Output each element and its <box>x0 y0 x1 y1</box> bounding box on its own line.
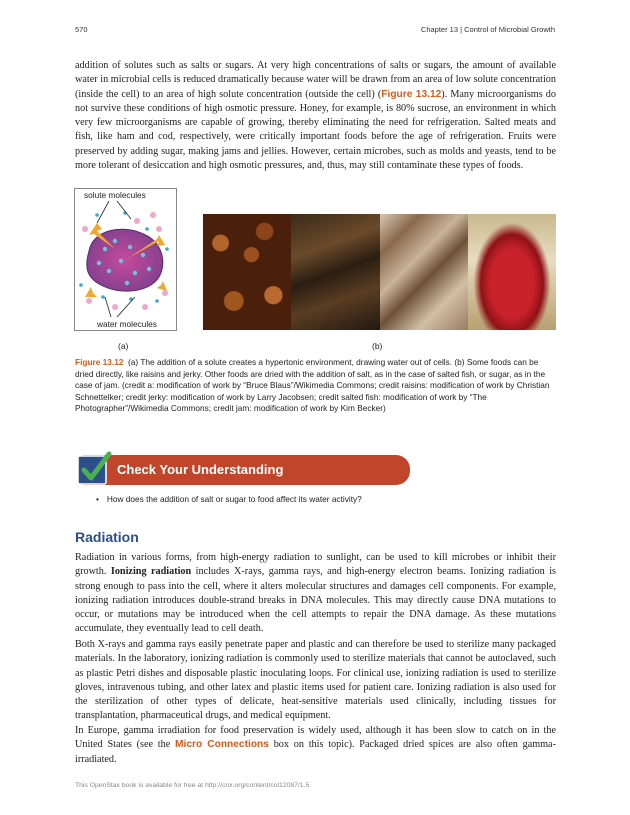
figure-caption-id: Figure 13.12 <box>75 357 124 367</box>
jerky-photo <box>291 214 379 330</box>
question-text: How does the addition of salt or sugar to food affect its water activity? <box>106 494 362 504</box>
radiation-paragraph-1 <box>75 551 556 637</box>
check-understanding-title: Check Your Understanding <box>117 462 284 477</box>
intro-paragraph <box>75 59 556 173</box>
solute-molecules-label: solute molecules <box>84 190 146 200</box>
section-heading: Radiation <box>75 529 139 545</box>
radiation-p3-text-a: In Europe, gamma irradiation for food preservation is widely used, although it has been slow to catch on in the United States (see the <box>75 725 556 751</box>
figure-caption-text: (a) The addition of a solute creates a hypertonic environment, drawing water out of cells. (b) Some foods can be dried directly, like raisins and jerky. Other foods are dried with the addition of salt, as in the case of salted fish, or sugar, as in the case of jam. (credit a: modification of work by “Bruce Blaus”/Wikimedia Commons; credit raisins: modification of work by Christian Schnettelker; credit jerky: modification of work by Larry Jacobsen; credit salted fish: modification of work by “The Photographer”/Wikimedia Commons; credit jam: modification of work by Kim Becker) <box>75 357 550 414</box>
intro-text-2: ). Many microorganisms do not survive these conditions of high osmotic pressure. Honey, for example, is 80% sucrose, an environment in which very few microorganisms are capable of growing, thereby eliminating the need for refrigeration. Salted meats and fish, like ham and cod, respectively, were critically important foods before the age of refrigeration. Fruits were preserved by adding sugar, making jams and jellies. However, certain microbes, such as molds and yeasts, tend to be more tolerant of desiccation and high osmotic pressures, and, thus, may still contaminate these types of foods. <box>75 88 556 172</box>
figure-caption <box>75 357 553 415</box>
radiation-paragraph-2: Both X-rays and gamma rays easily penetrate paper and plastic and can therefore be used to sterilize many packaged materials. In the laboratory, ionizing radiation is commonly used to sterilize materials that cannot be autoclaved, such as plastic Petri dishes and disposable plastic inoculating loops. For clinical use, ionizing radiation is used to sterilize gloves, intravenous tubing, and other latex and plastic items used for patient care. Ionizing radiation is also used for the sterilization of other types of delicate, heat-sensitive materials used clinically, including tissues for transplantation, pharmaceutical drugs, and medical equipment. <box>75 639 556 722</box>
question-list-item: • How does the addition of salt or sugar to food affect its water activity? <box>96 494 362 504</box>
panel-a-label: (a) <box>118 341 129 351</box>
hypertonic-diagram <box>74 188 177 331</box>
micro-connections-link[interactable]: Micro Connections <box>175 739 269 751</box>
radiation-p1-text-b: includes X-rays, gamma rays, and high-energy electron beams. Ionizing radiation is strong enough to pass into the cell, where it alters molecular structures and damages cell components. For example, ionizing radiation introduces double-strand breaks in DNA molecules. This may directly cause DNA mutations to occur, or mutations may be introduced when the cell attempts to repair the DNA damage. As these mutations accumulate, they eventually lead to cell death. <box>75 566 556 635</box>
panel-b-label: (b) <box>372 341 383 351</box>
footer-note: This OpenStax book is available for free at http://cnx.org/content/col12087/1.5 <box>75 782 310 789</box>
radiation-paragraph-3 <box>75 724 556 767</box>
page-number: 570 <box>75 25 88 34</box>
cell-diagram-illustration <box>75 189 176 330</box>
radiation-p3-text-b: box on this topic). Packaged dried spices are also often gamma-irradiated. <box>75 739 556 765</box>
water-molecules-label: water molecules <box>97 319 157 329</box>
salted-fish-photo <box>380 214 468 330</box>
key-term: Ionizing radiation <box>110 566 192 578</box>
jam-photo <box>468 214 556 330</box>
chapter-title: Chapter 13 | Control of Microbial Growth <box>420 25 555 34</box>
figure-ref-link[interactable]: Figure 13.12 <box>381 88 442 100</box>
radiation-p1-text-a: Radiation in various forms, from high-energy radiation to sunlight, can be used to kill microbes or inhibit their growth. <box>75 552 556 578</box>
checkmark-icon <box>76 450 112 488</box>
intro-text-1: addition of solutes such as salts or sugars. At very high concentrations of salts or sugars, the amount of available water in microbial cells is reduced dramatically because water will be drawn from an area of low solute concentration (inside the cell) to an area of high solute concentration (outside the cell) ( <box>75 60 556 100</box>
raisins-photo <box>203 214 291 330</box>
food-photos-strip <box>203 214 556 330</box>
